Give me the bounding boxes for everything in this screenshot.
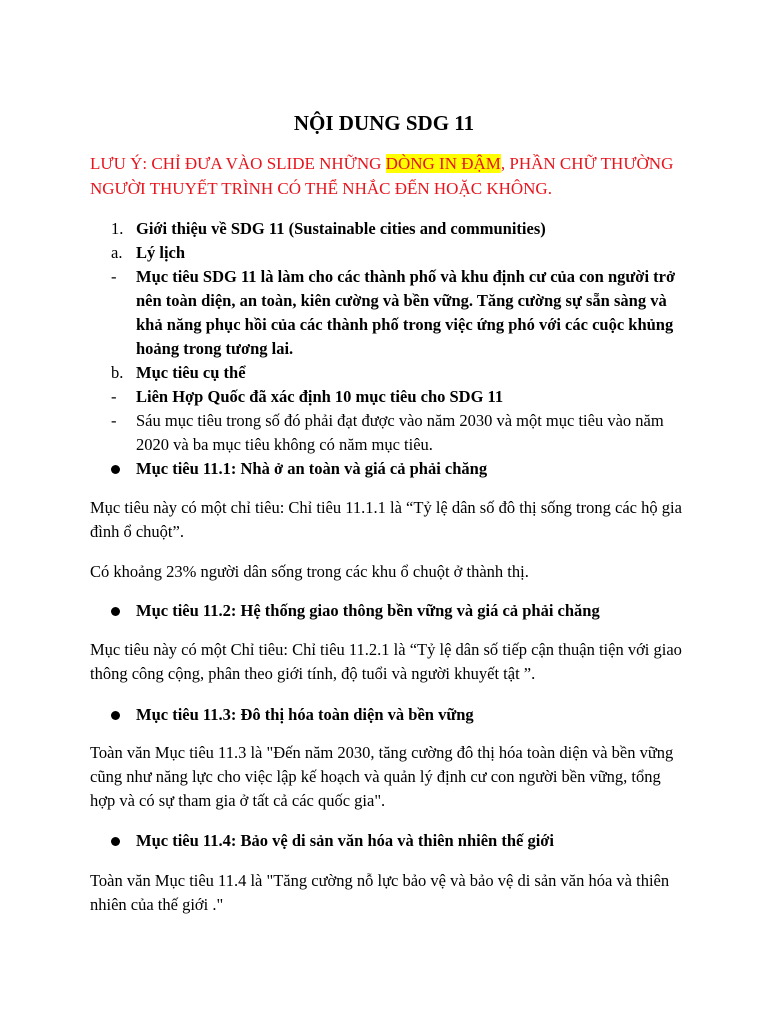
outline-marker: - [111,267,117,286]
outline-marker: 1. [111,219,124,238]
target-heading-text: Mục tiêu 11.2: Hệ thống giao thông bền vững và giá cả phải chăng [136,601,600,620]
outline-marker: - [111,411,117,430]
outline-marker: a. [111,243,123,262]
outline-text: Mục tiêu SDG 11 là làm cho các thành phố và khu định cư của con người trở nên toàn diện, an toàn, kiên cường và bền vững. Tăng cường sự sẵn sàng và khả năng phục hồi của các thành phố trong việc ứng phó với các cuộc khủng hoảng trong tương lai. [136,267,676,358]
outline-text: Giới thiệu về SDG 11 (Sustainable cities and communities) [136,219,546,238]
bullet-icon [111,837,120,846]
target-paragraph: Mục tiêu này có một chỉ tiêu: Chỉ tiêu 11.1.1 là “Tỷ lệ dân số đô thị sống trong các hộ gia đình ổ chuột”. [90,498,682,541]
target-paragraph: Toàn văn Mục tiêu 11.3 là "Đến năm 2030, tăng cường đô thị hóa toàn diện và bền vững cũng như năng lực cho việc lập kế hoạch và quản lý định cư con người bền vững, tổng hợp và có sự tham gia ở tất cả các quốc gia". [90,743,674,810]
presenter-note [90,151,710,201]
outline-text: Sáu mục tiêu trong số đó phải đạt được vào năm 2030 và một mục tiêu vào năm 2020 và ba mục tiêu không có năm mục tiêu. [136,411,664,454]
outline-marker: b. [111,363,124,382]
page-title: NỘI DUNG SDG 11 [293,111,475,135]
outline-text: Mục tiêu cụ thể [136,363,246,382]
outline-text: Lý lịch [136,243,186,262]
target-paragraph: Có khoảng 23% người dân sống trong các khu ổ chuột ở thành thị. [90,562,529,581]
target-heading-text: Mục tiêu 11.1: Nhà ở an toàn và giá cả phải chăng [136,459,488,478]
note-highlight: DÒNG IN ĐẬM [385,154,501,173]
target-heading-text: Mục tiêu 11.4: Bảo vệ di sản văn hóa và thiên nhiên thế giới [136,831,555,850]
bullet-icon [111,465,120,474]
note-text-after: , PHẦN CHỮ THƯỜNG NGƯỜI THUYẾT TRÌNH CÓ THỂ NHẮC ĐẾN HOẶC KHÔNG. [90,154,674,198]
target-paragraph: Toàn văn Mục tiêu 11.4 là "Tăng cường nỗ lực bảo vệ và bảo vệ di sản văn hóa và thiên nhiên của thế giới ." [90,871,670,914]
target-heading-text: Mục tiêu 11.3: Đô thị hóa toàn diện và bền vững [136,705,474,724]
bullet-icon [111,711,120,720]
outline-text: Liên Hợp Quốc đã xác định 10 mục tiêu cho SDG 11 [136,387,504,406]
bullet-icon [111,607,120,616]
outline-marker: - [111,387,117,406]
note-text-before: LƯU Ý: CHỈ ĐƯA VÀO SLIDE NHỮNG [90,154,386,173]
target-paragraph: Mục tiêu này có một Chỉ tiêu: Chỉ tiêu 11.2.1 là “Tỷ lệ dân số tiếp cận thuận tiện với giao thông công cộng, phân theo giới tính, độ tuổi và người khuyết tật ”. [90,640,682,683]
